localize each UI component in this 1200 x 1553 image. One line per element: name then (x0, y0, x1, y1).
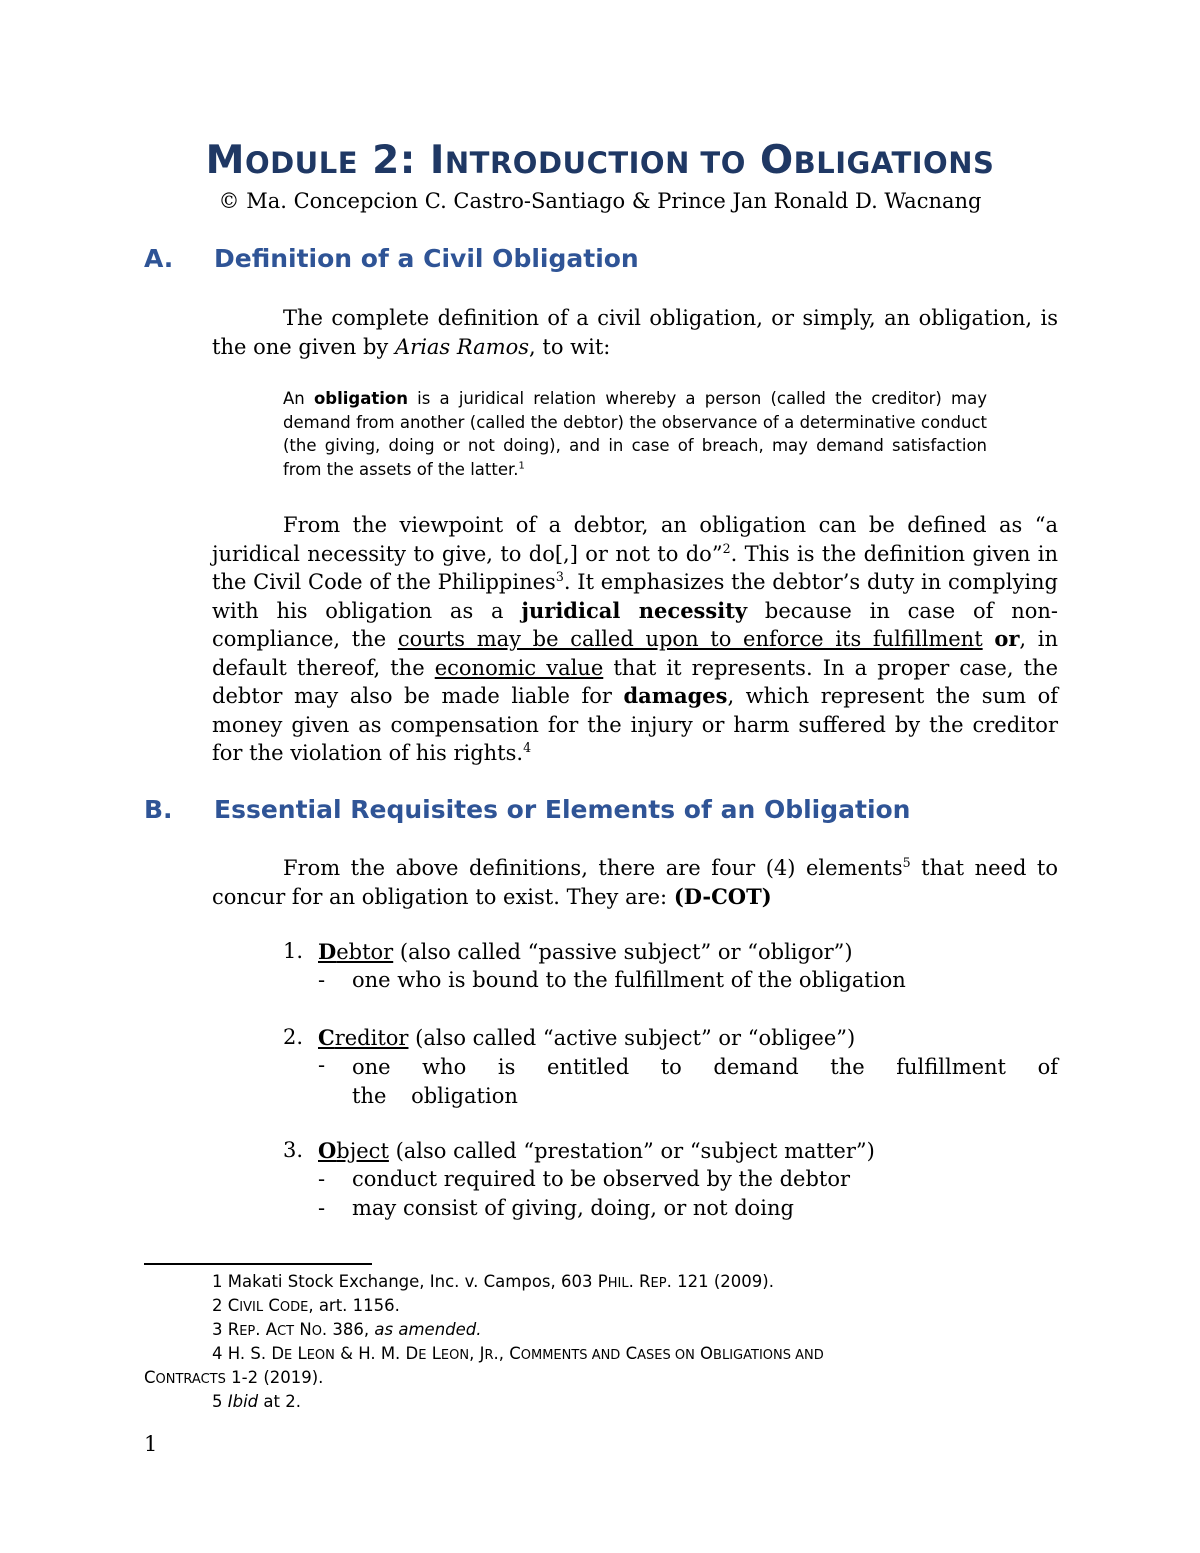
dash-bullet: - (318, 1167, 326, 1191)
list-item-title: Object (also called “prestation” or “subject matter”) (318, 1138, 875, 1163)
list-item-detail: may consist of giving, doing, or not doing (352, 1196, 794, 1220)
section-a-letter: A. (144, 244, 174, 273)
footnote-2: 2 CIVIL CODE, art. 1156. (212, 1296, 400, 1315)
footnote-4: 4 H. S. DE LEON & H. M. DE LEON, JR., COMMENTS AND CASES ON OBLIGATIONS AND (212, 1344, 824, 1363)
list-item-detail: one who is entitled to demand the fulfillment of the obligation (352, 1055, 1058, 1108)
dash-bullet: - (318, 1196, 326, 1220)
list-item: 1. (283, 939, 304, 963)
list-item-detail: one who is bound to the fulfillment of the obligation (352, 968, 906, 992)
section-b-title: Essential Requisites or Elements of an Obligation (214, 795, 911, 824)
footnote-4-continued: CONTRACTS 1-2 (2019). (144, 1368, 324, 1387)
list-item: 3. (283, 1138, 304, 1162)
list-item-detail: conduct required to be observed by the debtor (352, 1167, 851, 1191)
list-item-title: Debtor (also called “passive subject” or “obligor”) (318, 939, 853, 964)
dash-bullet: - (318, 1053, 326, 1077)
footnote-1: 1 Makati Stock Exchange, Inc. v. Campos, 603 PHIL. REP. 121 (2009). (212, 1272, 774, 1291)
section-a-title: Definition of a Civil Obligation (214, 244, 639, 273)
footnote-separator (144, 1263, 372, 1265)
paragraph-debtor-viewpoint: From the viewpoint of a debtor, an obligation can be defined as “a juridical necessity to give, to do[,] or not to do”$^2$. This is the definition given in the Civil Code of the Philippines$^3$. It emphasizes the debtor’s duty in complying with his obligation as a juridical necessity because in case of non-compliance, the courts may be called upon to enforce its fulfillment or, in default thereof, the economic value that it represents. In a proper case, the debtor may also be made liable for damages, which represent the sum of money given as compensation for the injury or harm suffered by the creditor for the violation of his rights.$^4$ (212, 513, 1059, 765)
list-item: 2. (283, 1025, 304, 1049)
paragraph-elements-intro: From the above definitions, there are four (4) elements$^5$ that need to concur for an obligation to exist. They are: (D-COT) (212, 855, 1058, 909)
section-a-heading (144, 244, 639, 273)
section-b-letter: B. (144, 795, 173, 824)
dash-bullet: - (318, 968, 326, 992)
footnote-3: 3 REP. ACT NO. 386, as amended. (212, 1320, 482, 1339)
section-b-heading (144, 795, 911, 824)
page-number: 1 (144, 1432, 158, 1456)
paragraph-definition-intro: The complete definition of a civil obligation, or simply, an obligation, is the one given by Arias Ramos, to wit: (212, 306, 1058, 359)
footnote-5: 5 Ibid at 2. (212, 1392, 301, 1411)
block-quote: An obligation is a juridical relation whereby a person (called the creditor) may demand from another (called the debtor) the observance of a determinative conduct (the giving, doing or not doing), and in case of breach, may demand satisfaction from the assets of the latter.$^1$ (283, 389, 987, 479)
list-item-title: Creditor (also called “active subject” or “obligee”) (318, 1025, 856, 1050)
authors-line: © Ma. Concepcion C. Castro-Santiago & Prince Jan Ronald D. Wacnang (218, 189, 982, 213)
page-title: MODULE 2: INTRODUCTION TO OBLIGATIONS (205, 138, 995, 183)
